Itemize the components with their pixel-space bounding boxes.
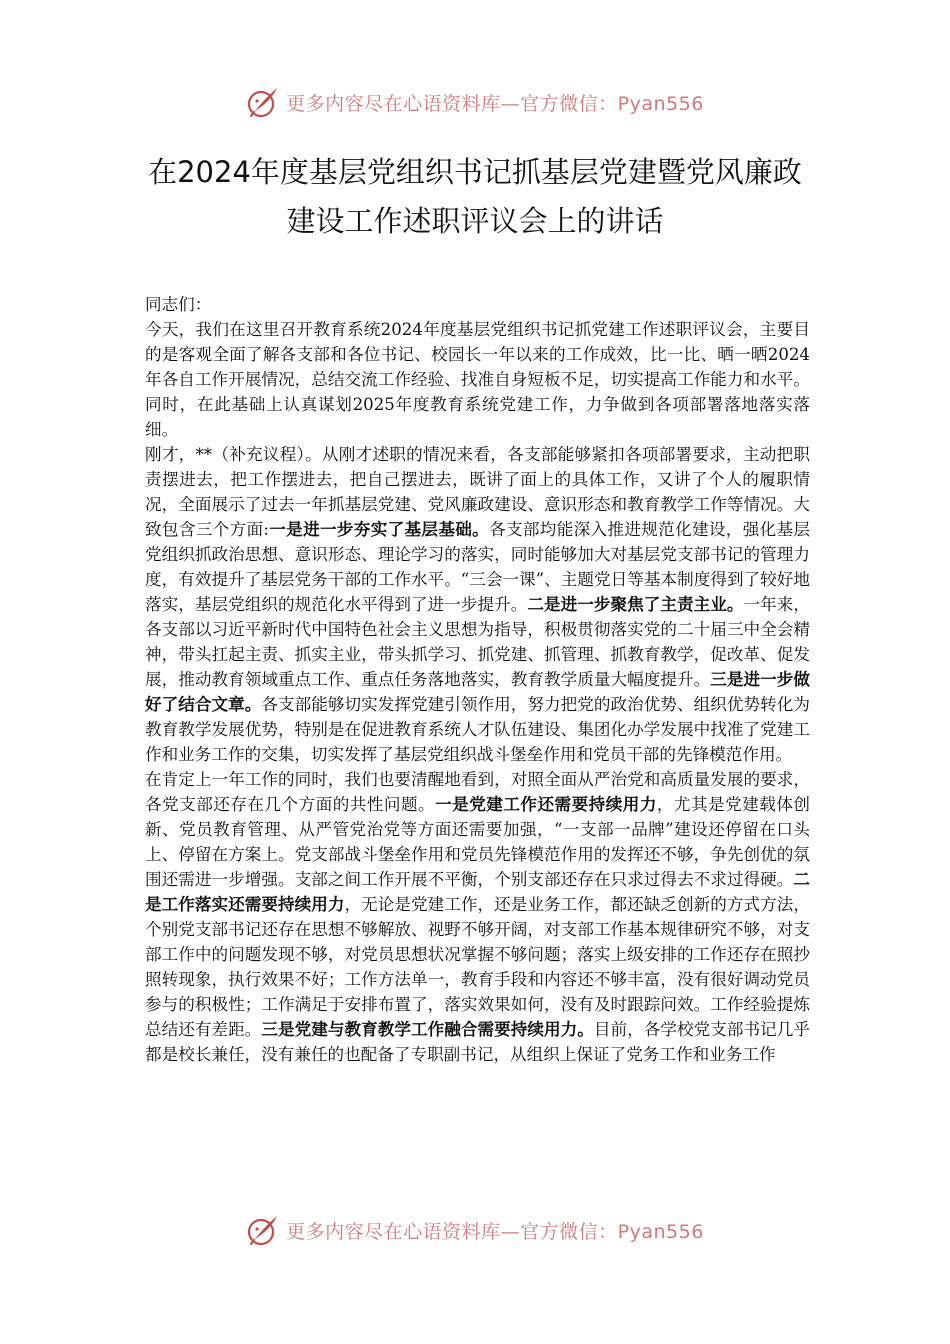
paragraph-3 [145,767,810,1067]
document-body [145,292,810,1067]
watermark-label: 更多内容尽在心语资料库—官方微信： [286,92,618,115]
paragraph-2 [145,442,810,767]
wechat-id: Pyan556 [617,1220,704,1243]
p3-text-1: 在肯定上一年工作的同时，我们也要清醒地看到，对照全面从严治党和高质量发展的要求，各党支部还存在几个方面的共性问题。 [145,770,810,814]
watermark-banner-top [0,80,950,124]
quill-logo-icon [246,1213,280,1247]
p2-text-4: 各支部能够切实发挥党建引领作用，努力把党的政治优势、组织优势转化为教育教学发展优势，特别是在促进教育系统人才队伍建设、集团化办学发展中找准了党建工作和业务工作的交集，切实发挥了基层党组织战斗堡垒作用和党员干部的先锋模范作用。 [145,695,811,764]
paragraph-1: 今天，我们在这里召开教育系统2024年度基层党组织书记抓党建工作述职评议会，主要目的是客观全面了解各支部和各位书记、校园长一年以来的工作成效，比一比、晒一晒2024年各自工作开展情况，总结交流工作经验、找准自身短板不足，切实提高工作能力和水平。同时，在此基础上认真谋划2025年度教育系统党建工作，力争做到各项部署落地落实落细。 [145,320,810,439]
p2-bold-2: 二是进一步聚焦了主责主业。 [527,594,744,614]
p3-text-3: ，无论是党建工作，还是业务工作，都还缺乏创新的方式方法，个别党支部书记还存在思想不够解放、视野不够开阔，对支部工作基本规律研究不够，对支部工作中的问题发现不够，对党员思想状况掌握不够问题；落实上级安排的工作还存在照抄照转现象，执行效果不好；工作方法单一，教育手段和内容还不够丰富，没有很好调动党员参与的积极性；工作满足于安排布置了，落实效果如何，没有及时跟踪问效。工作经验提炼总结还有差距。 [145,895,811,1039]
title-line-1: 在2024年度基层党组织书记抓基层党建暨党风廉政 [148,155,802,189]
p2-bold-3: 三是进一步做好了结合文章。 [145,669,811,714]
p3-bold-1: 一是党建工作还需要持续用力 [435,794,657,814]
p2-text-2: 各支部均能深入推进规范化建设，强化基层党组织抓政治思想、意识形态、理论学习的落实，同时能够加大对基层党支部书记的管理力度，有效提升了基层党务干部的工作水平。“三会一课”、主题党日等基本制度得到了较好地落实，基层党组织的规范化水平得到了进一步提升。 [145,520,811,614]
p3-bold-3: 三是党建与教育教学工作融合需要持续用力。 [261,1019,594,1039]
watermark-banner-bottom [0,1208,950,1252]
title-line-2: 建设工作述职评议会上的讲话 [286,204,664,238]
document-title [100,148,850,246]
p2-text-3: 一年来，各支部以习近平新时代中国特色社会主义思想为指导，积极贯彻落实党的二十届三中全会精神，带头扛起主责、抓实主业，带头抓学习、抓党建、抓管理、抓教育教学，促改革、促发展，推动教育领域重点工作、重点任务落地落实，教育教学质量大幅度提升。 [145,595,811,689]
watermark-text [286,89,704,116]
p2-bold-1: 一是进一步夯实了基层基础。 [268,519,490,539]
salutation: 同志们： [145,295,212,314]
quill-logo-icon [246,85,280,119]
p3-text-2: ，尤其是党建载体创新、党员教育管理、从严管党治党等方面还需要加强，“一支部一品牌”建设还停留在口头上、停留在方案上。党支部战斗堡垒作用和党员先锋模范作用的发挥还不够，争先创优的氛围还需进一步增强。支部之间工作开展不平衡，个别支部还存在只求过得去不求过得硬。 [145,795,811,889]
p2-text-1: 刚才，**（补充议程）。从刚才述职的情况来看，各支部能够紧扣各项部署要求，主动把职责摆进去，把工作摆进去，把自己摆进去，既讲了面上的具体工作，又讲了个人的履职情况，全面展示了过去一年抓基层党建、党风廉政建设、意识形态和教育教学工作等情况。大致包含三个方面: [145,445,810,539]
p3-text-4: 目前，各学校党支部书记几乎都是校长兼任，没有兼任的也配备了专职副书记，从组织上保证了党务工作和业务工作 [145,1020,811,1064]
watermark-text [286,1217,704,1244]
watermark-label: 更多内容尽在心语资料库—官方微信： [286,1220,618,1243]
p3-bold-2: 二是工作落实还需要持续用力 [145,869,810,914]
wechat-id: Pyan556 [617,92,704,115]
